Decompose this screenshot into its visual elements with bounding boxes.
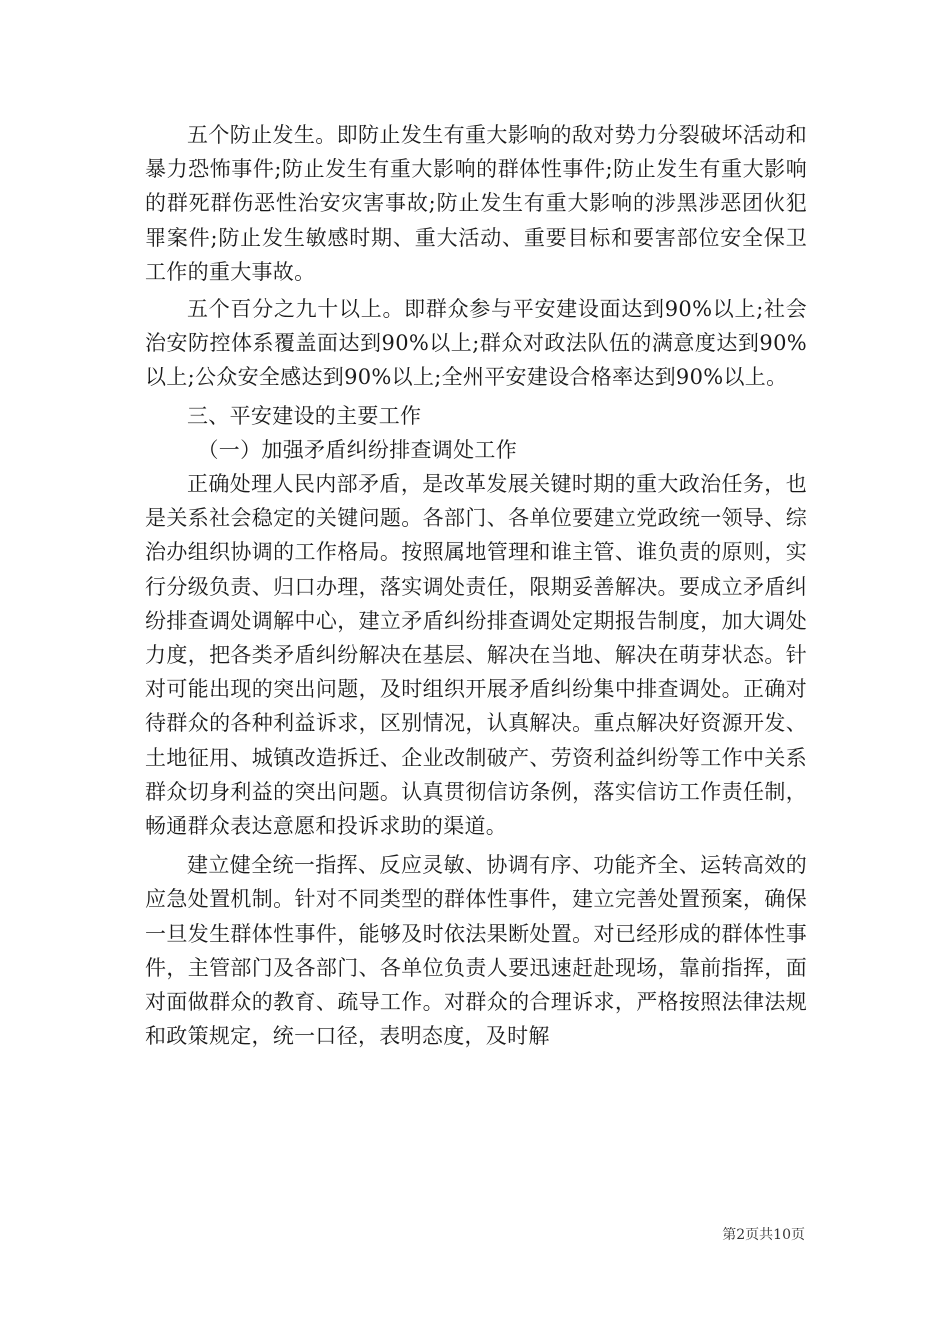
section-heading: 三、平安建设的主要工作 [187,403,422,428]
paragraph-conflict-resolution: 正确处理人民内部矛盾，是改革发展关键时期的重大政治任务，也是关系社会稳定的关键问题。各部门、各单位要建立党政统一领导、综治办组织协调的工作格局。按照属地管理和谁主管、谁负责的原则，实行分级负责、归口办理，落实调处责任，限期妥善解决。要成立矛盾纠纷排查调处调解中心，建立矛盾纠纷排查调处定期报告制度，加大调处力度，把各类矛盾纠纷解决在基层、解决在当地、解决在萌芽状态。针对可能出现的突出问题，及时组织开展矛盾纠纷集中排查调处。正确对待群众的各种利益诉求，区别情况，认真解决。重点解决好资源开发、土地征用、城镇改造拆迁、企业改制破产、劳资利益纠纷等工作中关系群众切身利益的突出问题。认真贯彻信访条例，落实信访工作责任制，畅通群众表达意愿和投诉求助的渠道。 [145,472,807,839]
page-number: 第2页共10页 [722,1227,805,1243]
paragraph-five-ninety-percent: 五个百分之九十以上。即群众参与平安建设面达到90%以上;社会治安防控体系覆盖面达到90%以上;群众对政法队伍的满意度达到90%以上;公众安全感达到90%以上;全州平安建设合格率达到90%以上。 [145,297,807,390]
paragraph-five-preventions: 五个防止发生。即防止发生有重大影响的敌对势力分裂破坏活动和暴力恐怖事件;防止发生有重大影响的群体性事件;防止发生有重大影响的群死群伤恶性治安灾害事故;防止发生有重大影响的涉黑涉恶团伙犯罪案件;防止发生敏感时期、重大活动、重要目标和要害部位安全保卫工作的重大事故。 [145,123,807,284]
subsection-heading: （一）加强矛盾纠纷排查调处工作 [197,437,517,462]
paragraph-emergency-mechanism: 建立健全统一指挥、反应灵敏、协调有序、功能齐全、运转高效的应急处置机制。针对不同类型的群体性事件，建立完善处置预案，确保一旦发生群体性事件，能够及时依法果断处置。对已经形成的群体性事件，主管部门及各部门、各单位负责人要迅速赶赴现场，靠前指挥，面对面做群众的教育、疏导工作。对群众的合理诉求，严格按照法律法规和政策规定，统一口径，表明态度，及时解 [145,853,807,1049]
document-body [145,118,807,1053]
